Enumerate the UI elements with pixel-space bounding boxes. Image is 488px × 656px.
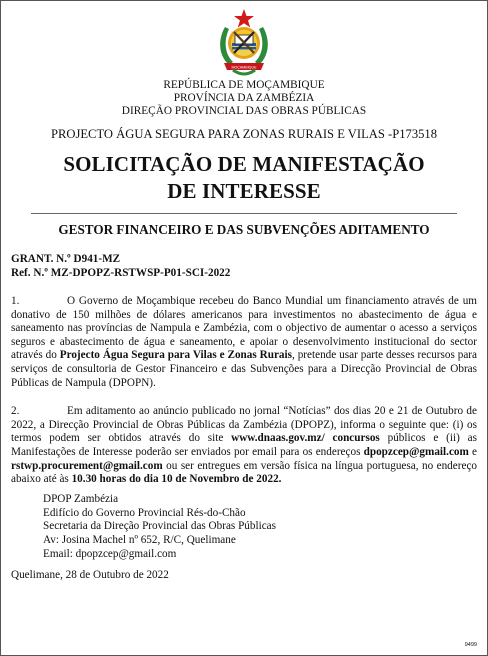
- place-date: Quelimane, 28 de Outubro de 2022: [11, 568, 169, 581]
- email-link-2[interactable]: rstwp.procurement@gmail.com: [11, 459, 163, 472]
- grant-reference-block: [11, 252, 477, 280]
- website-link[interactable]: www.dnaas.gov.mz/ concursos: [231, 432, 380, 445]
- header-directorate: DIREÇÃO PROVINCIAL DAS OBRAS PÚBLICAS: [121, 105, 367, 117]
- address-block: [43, 493, 477, 562]
- paragraph-1: 1. O Governo de Moçambique recebeu do Banco Mundial um financiamento através de um donativo de 150 milhões de dólares americanos para investimentos no abastecimento de água e saneamento nas províncias de Nampula e Zambézia, com o objectivo de aumentar o acesso a serviços seguros e abastecimento de água e saneamento, e apoiar o desenvolvimento institucional do sector através do Projecto Água Segura para Vilas e Zonas Rurais, pretende usar parte desses recursos para serviços de consultoria de Gestor Financeiro e das Subvenções para a Direcção Provincial de Obras Públicas de Nampula (DPOPN).: [11, 295, 477, 389]
- project-highlight: Projecto Água Segura para Vilas e Zonas Rurais: [59, 349, 292, 362]
- header-province: PROVÍNCIA DA ZAMBÉZIA: [173, 92, 315, 104]
- address-line: Secretaria da Direção Provincial das Obras Públicas: [43, 520, 276, 533]
- issuer-header: [11, 79, 477, 118]
- publication-code: 9499: [464, 642, 477, 648]
- header-republic: REPÚBLICA DE MOÇAMBIQUE: [163, 79, 325, 91]
- address-email[interactable]: Email: dpopzcep@gmail.com: [43, 547, 177, 560]
- reference-number: Ref. N.º MZ-DPOPZ-RSTWSP-P01-SCI-2022: [11, 267, 231, 279]
- project-name: PROJECTO ÁGUA SEGURA PARA ZONAS RURAIS E VILAS -P173518: [50, 127, 438, 141]
- grant-number: GRANT. N.º D941-MZ: [11, 253, 121, 265]
- title-line-2: DE INTERESSE: [167, 179, 321, 203]
- email-link-1[interactable]: dpopzcep@gmail.com: [363, 445, 469, 458]
- paragraph-number: 2.: [11, 405, 20, 418]
- deadline-text: 10.30 horas do dia 10 de Novembro de 2022.: [71, 473, 282, 486]
- paragraph-number: 1.: [11, 295, 20, 307]
- address-line: DPOP Zambézia: [43, 492, 119, 505]
- paragraph-2: 2. Em aditamento ao anúncio publicado no jornal “Notícias” dos dias 20 e 21 de Outubro de 2022, a Direcção Provincial de Obras Públicas da Zambézia (DPOPZ), informa o seguinte que: (i) os termos podem ser obtidos através do site www.dnaas.gov.mz/ concursos públicos e (ii) as Manifestações de Interesse poderão ser enviados por email para os endereços dpopzcep@gmail.com e rstwp.procurement@gmail.com ou ser entregues em versão física na língua portuguesa, no endereço abaixo até às 10.30 horas do dia 10 de Novembro de 2022.: [11, 405, 477, 486]
- address-line: Av: Josina Machel nº 652, R/C, Quelimane: [43, 534, 236, 547]
- divider: [31, 213, 457, 214]
- address-line: Edifício do Governo Provincial Rés-do-Chão: [43, 506, 246, 519]
- notice-title: [11, 151, 477, 205]
- svg-text:MOÇAMBIQUE: MOÇAMBIQUE: [231, 65, 257, 70]
- notice-subtitle: GESTOR FINANCEIRO E DAS SUBVENÇÕES ADITAMENTO: [58, 222, 430, 237]
- mozambique-coat-of-arms-icon: [215, 7, 273, 79]
- title-line-1: SOLICITAÇÃO DE MANIFESTAÇÃO: [63, 152, 425, 176]
